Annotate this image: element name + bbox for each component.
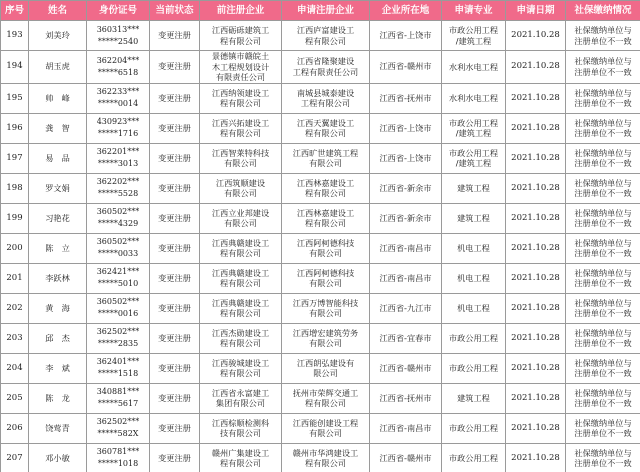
table-body	[1, 21, 640, 472]
row-id-number	[87, 21, 150, 51]
row-social: 社保缴纳单位与 注册单位不一致	[566, 113, 640, 143]
row-id-suffix: *****5617	[97, 399, 139, 408]
row-prev-company: 江西骏城建设工 程有限公司	[200, 353, 282, 383]
row-id-number	[87, 263, 150, 293]
row-name: 陈 立	[29, 233, 87, 263]
row-name: 龚 智	[29, 113, 87, 143]
row-id-suffix: *****1518	[97, 369, 139, 378]
row-major: 市政公用工程 /建筑工程	[442, 113, 506, 143]
table-row	[1, 51, 640, 84]
header-major: 申请专业	[442, 1, 506, 21]
row-id-suffix: *****0033	[97, 249, 139, 258]
row-seq: 205	[1, 383, 29, 413]
row-major: 机电工程	[442, 263, 506, 293]
row-target-company: 江西朗弘建设有 限公司	[282, 353, 370, 383]
row-seq: 201	[1, 263, 29, 293]
row-id-prefix: 362502***	[96, 327, 140, 336]
row-social: 社保缴纳单位与 注册单位不一致	[566, 383, 640, 413]
row-major: 机电工程	[442, 293, 506, 323]
row-target-company: 江西增宏建筑劳务 有限公司	[282, 323, 370, 353]
row-target-company: 江西省隆聚建设 工程有限责任公司	[282, 51, 370, 84]
row-seq: 200	[1, 233, 29, 263]
row-target-company: 江西旷世建筑工程 有限公司	[282, 143, 370, 173]
row-seq: 204	[1, 353, 29, 383]
row-id-prefix: 360502***	[96, 297, 140, 306]
row-id-number	[87, 293, 150, 323]
row-id-number	[87, 383, 150, 413]
row-id-prefix: 360502***	[96, 207, 140, 216]
row-status: 变更注册	[150, 173, 200, 203]
table-row	[1, 21, 640, 51]
row-prev-company: 江西棕顺检测科 技有限公司	[200, 413, 282, 443]
row-date: 2021.10.28	[506, 233, 566, 263]
row-major: 水利水电工程	[442, 51, 506, 84]
row-social: 社保缴纳单位与 注册单位不一致	[566, 83, 640, 113]
row-id-prefix: 362233***	[96, 87, 140, 96]
row-name: 刘美玲	[29, 21, 87, 51]
row-id-prefix: 362502***	[96, 417, 140, 426]
row-id-number	[87, 51, 150, 84]
row-prev-company: 江西兴拓建设工 程有限公司	[200, 113, 282, 143]
row-social: 社保缴纳单位与 注册单位不一致	[566, 413, 640, 443]
row-target-company: 江西阿柯德科技 有限公司	[282, 233, 370, 263]
table-row	[1, 113, 640, 143]
row-target-company: 南城县城泰建设 工程有限公司	[282, 83, 370, 113]
row-major: 市政公用工程 /建筑工程	[442, 143, 506, 173]
row-major: 市政公用工程	[442, 413, 506, 443]
row-prev-company: 江西典赣建设工 程有限公司	[200, 293, 282, 323]
row-social: 社保缴纳单位与 注册单位不一致	[566, 443, 640, 472]
row-status: 变更注册	[150, 233, 200, 263]
row-location: 江西省-南昌市	[370, 263, 442, 293]
row-id-prefix: 362401***	[96, 357, 140, 366]
row-location: 江西省-南昌市	[370, 413, 442, 443]
row-seq: 194	[1, 51, 29, 84]
row-target-company: 江西天翼建设工 程有限公司	[282, 113, 370, 143]
header-social: 社保缴纳情况	[566, 1, 640, 21]
row-prev-company: 江西省永富建工 集团有限公司	[200, 383, 282, 413]
row-id-number	[87, 173, 150, 203]
row-status: 变更注册	[150, 383, 200, 413]
row-major: 市政公用工程	[442, 353, 506, 383]
row-date: 2021.10.28	[506, 293, 566, 323]
row-location: 江西省-抚州市	[370, 383, 442, 413]
row-seq: 199	[1, 203, 29, 233]
row-status: 变更注册	[150, 21, 200, 51]
row-name: 罗文娟	[29, 173, 87, 203]
header-name: 姓名	[29, 1, 87, 21]
row-name: 胡玉虎	[29, 51, 87, 84]
row-major: 市政公用工程	[442, 323, 506, 353]
row-id-number	[87, 323, 150, 353]
row-id-suffix: *****1716	[97, 129, 139, 138]
row-name: 帅 峰	[29, 83, 87, 113]
row-name: 李 斌	[29, 353, 87, 383]
row-target-company: 江西林嘉建设工 程有限公司	[282, 173, 370, 203]
table-row	[1, 143, 640, 173]
row-status: 变更注册	[150, 323, 200, 353]
row-date: 2021.10.28	[506, 21, 566, 51]
row-date: 2021.10.28	[506, 113, 566, 143]
row-seq: 198	[1, 173, 29, 203]
row-id-suffix: *****2540	[97, 36, 139, 46]
row-social: 社保缴纳单位与 注册单位不一致	[566, 51, 640, 84]
row-target-company: 赣州市华鸿建设工 程有限公司	[282, 443, 370, 472]
row-target-company: 江西庐富建设工 程有限公司	[282, 21, 370, 51]
row-date: 2021.10.28	[506, 173, 566, 203]
row-seq: 207	[1, 443, 29, 472]
row-id-number	[87, 143, 150, 173]
row-id-number	[87, 233, 150, 263]
row-seq: 196	[1, 113, 29, 143]
row-date: 2021.10.28	[506, 443, 566, 472]
row-location: 江西省-赣州市	[370, 353, 442, 383]
row-status: 变更注册	[150, 353, 200, 383]
row-id-number	[87, 113, 150, 143]
row-status: 变更注册	[150, 143, 200, 173]
row-id-suffix: *****0014	[97, 99, 139, 108]
row-major: 建筑工程	[442, 203, 506, 233]
table-row	[1, 83, 640, 113]
row-name: 陈 龙	[29, 383, 87, 413]
row-id-suffix: *****2835	[97, 339, 139, 348]
row-status: 变更注册	[150, 413, 200, 443]
row-major: 建筑工程	[442, 383, 506, 413]
row-location: 江西省-赣州市	[370, 51, 442, 84]
row-prev-company: 江西砺砾建筑工 程有限公司	[200, 21, 282, 51]
row-prev-company: 江西杰勋建设工 程有限公司	[200, 323, 282, 353]
row-id-number	[87, 353, 150, 383]
row-date: 2021.10.28	[506, 83, 566, 113]
row-prev-company: 江西智莱特科技 有限公司	[200, 143, 282, 173]
row-prev-company: 景德镇市赣皖土 木工程规划设计 有限责任公司	[200, 51, 282, 84]
row-id-suffix: *****0016	[97, 309, 139, 318]
row-prev-company: 赣州广集建设工 程有限公司	[200, 443, 282, 472]
row-location: 江西省-新余市	[370, 173, 442, 203]
row-location: 江西省-上饶市	[370, 143, 442, 173]
row-major: 水利水电工程	[442, 83, 506, 113]
row-status: 变更注册	[150, 51, 200, 84]
header-seq: 序号	[1, 1, 29, 21]
row-major: 建筑工程	[442, 173, 506, 203]
row-date: 2021.10.28	[506, 51, 566, 84]
row-target-company: 抚州市荣辉交通工 程有限公司	[282, 383, 370, 413]
row-status: 变更注册	[150, 293, 200, 323]
row-major: 市政公用工程	[442, 443, 506, 472]
row-social: 社保缴纳单位与 注册单位不一致	[566, 203, 640, 233]
row-date: 2021.10.28	[506, 323, 566, 353]
row-location: 江西省-抚州市	[370, 83, 442, 113]
header-id: 身份证号	[87, 1, 150, 21]
row-name: 饶莺青	[29, 413, 87, 443]
table-row	[1, 173, 640, 203]
row-status: 变更注册	[150, 203, 200, 233]
row-social: 社保缴纳单位与 注册单位不一致	[566, 143, 640, 173]
row-name: 邱 杰	[29, 323, 87, 353]
row-date: 2021.10.28	[506, 263, 566, 293]
row-target-company: 江西能创建设工程 有限公司	[282, 413, 370, 443]
table-row	[1, 203, 640, 233]
row-name: 邓小敏	[29, 443, 87, 472]
row-social: 社保缴纳单位与 注册单位不一致	[566, 233, 640, 263]
row-social: 社保缴纳单位与 注册单位不一致	[566, 323, 640, 353]
row-id-number	[87, 203, 150, 233]
row-location: 江西省-南昌市	[370, 233, 442, 263]
row-date: 2021.10.28	[506, 353, 566, 383]
table-row	[1, 443, 640, 472]
header-prev-company: 前注册企业	[200, 1, 282, 21]
row-prev-company: 江西典赣建设工 程有限公司	[200, 263, 282, 293]
row-target-company: 江西林嘉建设工 程有限公司	[282, 203, 370, 233]
row-id-prefix: 360781***	[96, 447, 140, 456]
row-id-suffix: *****582X	[97, 429, 139, 438]
row-seq: 202	[1, 293, 29, 323]
row-id-suffix: *****5528	[97, 189, 139, 198]
row-name: 易 品	[29, 143, 87, 173]
row-date: 2021.10.28	[506, 203, 566, 233]
row-target-company: 江西阿柯德科技 有限公司	[282, 263, 370, 293]
row-major: 机电工程	[442, 233, 506, 263]
row-date: 2021.10.28	[506, 413, 566, 443]
row-id-suffix: *****5010	[97, 279, 139, 288]
row-location: 江西省-新余市	[370, 203, 442, 233]
row-seq: 206	[1, 413, 29, 443]
row-prev-company: 江西纳领建设工 程有限公司	[200, 83, 282, 113]
row-id-prefix: 360502***	[96, 237, 140, 246]
row-id-number	[87, 413, 150, 443]
row-seq: 203	[1, 323, 29, 353]
table-row	[1, 353, 640, 383]
row-social: 社保缴纳单位与 注册单位不一致	[566, 173, 640, 203]
row-social: 社保缴纳单位与 注册单位不一致	[566, 21, 640, 51]
table-row	[1, 413, 640, 443]
row-social: 社保缴纳单位与 注册单位不一致	[566, 353, 640, 383]
row-id-suffix: *****3013	[97, 159, 139, 168]
row-id-number	[87, 443, 150, 472]
table-row	[1, 293, 640, 323]
row-location: 江西省-宜春市	[370, 323, 442, 353]
row-id-suffix: *****1018	[97, 459, 139, 468]
row-seq: 193	[1, 21, 29, 51]
table-row	[1, 383, 640, 413]
row-status: 变更注册	[150, 443, 200, 472]
row-prev-company: 江西典赣建设工 程有限公司	[200, 233, 282, 263]
table-row	[1, 233, 640, 263]
row-id-prefix: 362421***	[96, 267, 140, 276]
row-name: 李跃林	[29, 263, 87, 293]
row-id-prefix: 430923***	[96, 117, 140, 126]
row-id-prefix: 362201***	[96, 147, 140, 156]
row-seq: 197	[1, 143, 29, 173]
row-location: 江西省-九江市	[370, 293, 442, 323]
header-status: 当前状态	[150, 1, 200, 21]
row-status: 变更注册	[150, 83, 200, 113]
table-row	[1, 263, 640, 293]
row-date: 2021.10.28	[506, 143, 566, 173]
row-id-prefix: 362204***	[96, 55, 140, 65]
row-location: 江西省-上饶市	[370, 21, 442, 51]
row-target-company: 江西万博智能科技 有限公司	[282, 293, 370, 323]
row-prev-company: 江西立业邦建设 有限公司	[200, 203, 282, 233]
row-id-prefix: 360313***	[96, 24, 140, 34]
row-name: 黄 海	[29, 293, 87, 323]
row-location: 江西省-上饶市	[370, 113, 442, 143]
row-date: 2021.10.28	[506, 383, 566, 413]
header-target-company: 申请注册企业	[282, 1, 370, 21]
header-date: 申请日期	[506, 1, 566, 21]
row-status: 变更注册	[150, 113, 200, 143]
row-social: 社保缴纳单位与 注册单位不一致	[566, 263, 640, 293]
row-prev-company: 江西筑顺建设 有限公司	[200, 173, 282, 203]
row-id-suffix: *****6518	[97, 67, 139, 77]
row-name: 习艳花	[29, 203, 87, 233]
row-location: 江西省-赣州市	[370, 443, 442, 472]
row-id-suffix: *****4329	[97, 219, 139, 228]
table-row	[1, 323, 640, 353]
row-id-prefix: 362202***	[96, 177, 140, 186]
row-major: 市政公用工程 /建筑工程	[442, 21, 506, 51]
header-location: 企业所在地	[370, 1, 442, 21]
row-id-prefix: 340881***	[96, 387, 140, 396]
row-social: 社保缴纳单位与 注册单位不一致	[566, 293, 640, 323]
header-row	[1, 1, 640, 21]
row-status: 变更注册	[150, 263, 200, 293]
row-id-number	[87, 83, 150, 113]
row-seq: 195	[1, 83, 29, 113]
